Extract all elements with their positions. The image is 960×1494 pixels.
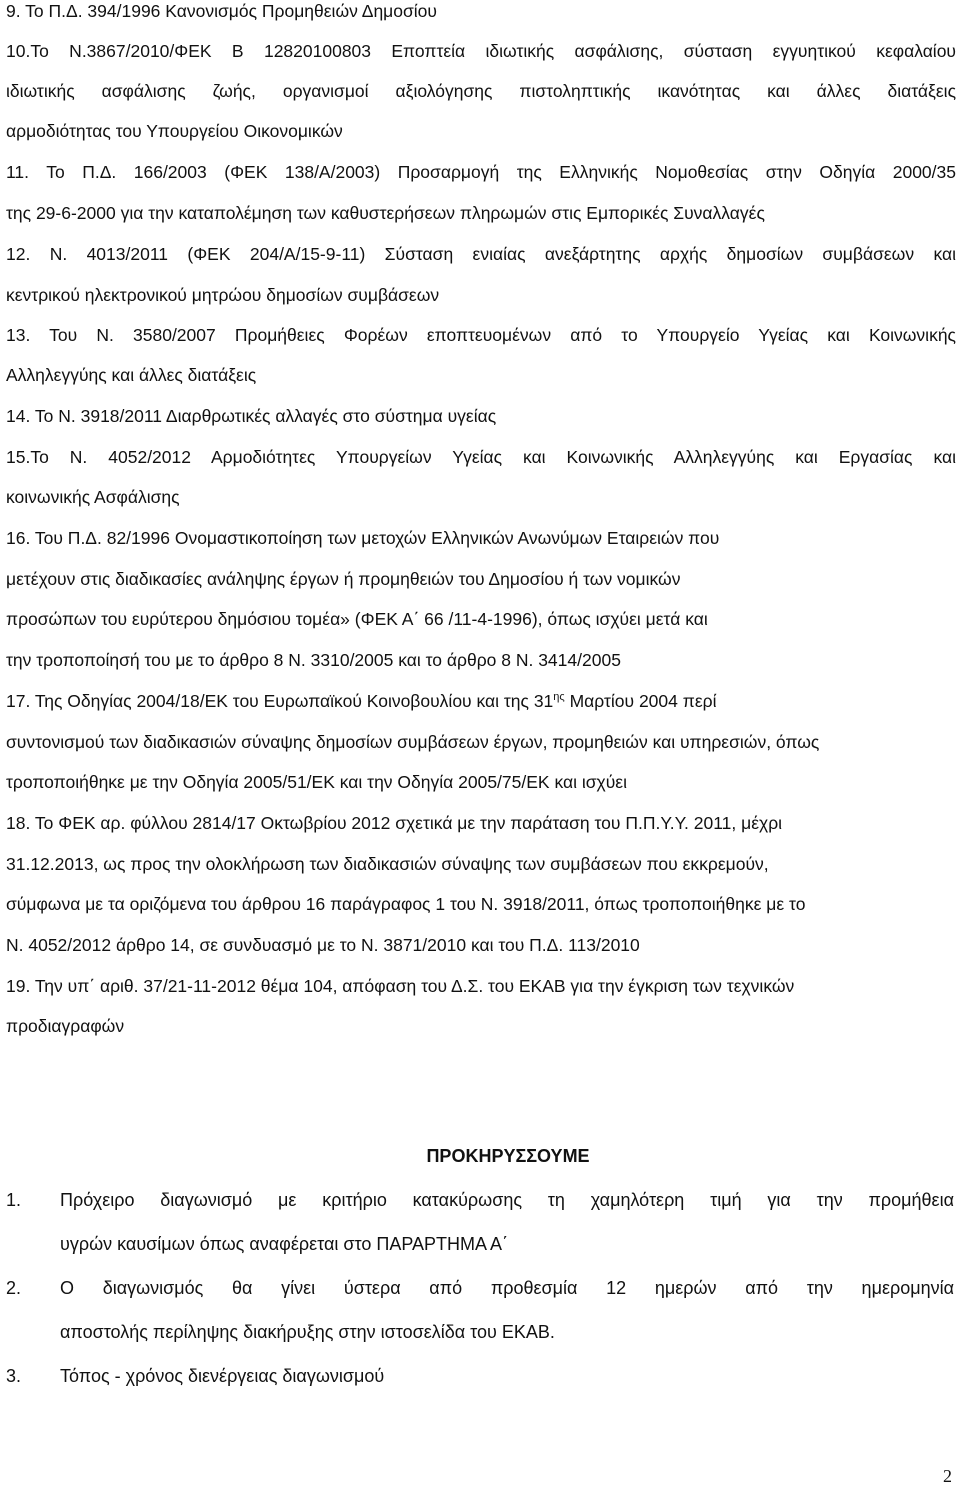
- item-2-line-2: αποστολής περίληψης διακήρυξης στην ιστοσελίδα του ΕΚΑΒ.: [60, 1322, 555, 1342]
- page-number: 2: [943, 1466, 952, 1486]
- ordinal-superscript: ης: [553, 691, 565, 703]
- item-3-line-1: Τόπος - χρόνος διενέργειας διαγωνισμού: [60, 1366, 385, 1386]
- list-item-9: 9. Το Π.Δ. 394/1996 Κανονισμός Προμηθειών Δημοσίου: [6, 1, 437, 21]
- list-item-18-line-1: 18. Το ΦΕΚ αρ. φύλλου 2814/17 Οκτωβρίου 2012 σχετικά με την παράταση του Π.Π.Υ.Υ. 2011, μέχρι: [6, 813, 783, 833]
- item-1-line-2: υγρών καυσίμων όπως αναφέρεται στο ΠΑΡΑΡΤΗΜΑ Α΄: [60, 1234, 509, 1254]
- list-item-17-text-a: 17. Της Οδηγίας 2004/18/ΕΚ του Ευρωπαϊκού Κοινοβουλίου και της 31: [6, 691, 554, 711]
- item-2-line-1: Ο διαγωνισμός θα γίνει ύστερα από προθεσμία 12 ημερών από την ημερομηνία: [60, 1278, 954, 1298]
- list-item-16-line-3: προσώπων του ευρύτερου δημόσιου τομέα» (ΦΕΚ Α΄ 66 /11-4-1996), όπως ισχύει μετά και: [6, 609, 708, 629]
- list-item-10-line-2: ιδιωτικής ασφάλισης ζωής, οργανισμοί αξιολόγησης πιστοληπτικής ικανότητας και άλλες διατάξεις: [6, 81, 956, 101]
- list-item-11-line-2: της 29-6-2000 για την καταπολέμηση των καθυστερήσεων πληρωμών στις Εμπορικές Συναλλαγές: [6, 203, 765, 223]
- list-item-11-line-1: 11. Το Π.Δ. 166/2003 (ΦΕΚ 138/Α/2003) Προσαρμογή της Ελληνικής Νομοθεσίας στην Οδηγία 2000/35: [6, 162, 956, 182]
- list-item-10-line-3: αρμοδιότητας του Υπουργείου Οικονομικών: [6, 121, 343, 141]
- item-3-number: 3.: [6, 1366, 22, 1386]
- item-1-number: 1.: [6, 1190, 22, 1210]
- list-item-17-line-3: τροποποιήθηκε με την Οδηγία 2005/51/ΕΚ και την Οδηγία 2005/75/ΕΚ και ισχύει: [6, 772, 627, 792]
- list-item-13-line-1: 13. Του Ν. 3580/2007 Προμήθειες Φορέων εποπτευομένων από το Υπουργείο Υγείας και Κοινωνικής: [6, 325, 956, 345]
- list-item-18-line-4: Ν. 4052/2012 άρθρο 14, σε συνδυασμό με το Ν. 3871/2010 και του Π.Δ. 113/2010: [6, 935, 640, 955]
- item-1-line-1: Πρόχειρο διαγωνισμό με κριτήριο κατακύρωσης τη χαμηλότερη τιμή για την προμήθεια: [60, 1190, 954, 1210]
- list-item-19-line-1: 19. Την υπ΄ αριθ. 37/21-11-2012 θέμα 104, απόφαση του Δ.Σ. του ΕΚΑΒ για την έγκριση των τεχνικών: [6, 976, 795, 996]
- list-item-12-line-1: 12. Ν. 4013/2011 (ΦΕΚ 204/Α/15-9-11) Σύσταση ενιαίας ανεξάρτητης αρχής δημοσίων συμβάσεων και: [6, 244, 956, 264]
- list-item-16-line-1: 16. Του Π.Δ. 82/1996 Ονομαστικοποίηση των μετοχών Ελληνικών Ανωνύμων Εταιρειών που: [6, 528, 720, 548]
- list-item-15-line-2: κοινωνικής Ασφάλισης: [6, 487, 180, 507]
- list-item-12-line-2: κεντρικού ηλεκτρονικού μητρώου δημοσίων συμβάσεων: [6, 285, 440, 305]
- list-item-17-line-1: [6, 690, 956, 712]
- list-item-16-line-2: μετέχουν στις διαδικασίες ανάληψης έργων ή προμηθειών του Δημοσίου ή των νομικών: [6, 569, 681, 589]
- list-item-10-line-1: 10.Το Ν.3867/2010/ΦΕΚ Β 12820100803 Εποπτεία ιδιωτικής ασφάλισης, σύσταση εγγυητικού κεφαλαίου: [6, 41, 956, 61]
- list-item-17-line-2: συντονισμού των διαδικασιών σύναψης δημοσίων συμβάσεων έργων, προμηθειών και υπηρεσιών, όπως: [6, 732, 820, 752]
- list-item-13-line-2: Αλληλεγγύης και άλλες διατάξεις: [6, 365, 257, 385]
- list-item-15-line-1: 15.Το Ν. 4052/2012 Αρμοδιότητες Υπουργείων Υγείας και Κοινωνικής Αλληλεγγύης και Εργασίας και: [6, 447, 956, 467]
- list-item-18-line-2: 31.12.2013, ως προς την ολοκλήρωση των διαδικασιών σύναψης των συμβάσεων που εκκρεμούν,: [6, 854, 769, 874]
- item-2-number: 2.: [6, 1278, 22, 1298]
- list-item-16-line-4: την τροποποίησή του με το άρθρο 8 Ν. 3310/2005 και το άρθρο 8 Ν. 3414/2005: [6, 650, 621, 670]
- list-item-18-line-3: σύμφωνα με τα οριζόμενα του άρθρου 16 παράγραφος 1 του Ν. 3918/2011, όπως τροποποιήθηκε με το: [6, 894, 806, 914]
- list-item-14: 14. Το Ν. 3918/2011 Διαρθρωτικές αλλαγές στο σύστημα υγείας: [6, 406, 497, 426]
- list-item-17-text-b: Μαρτίου 2004 περί: [564, 691, 717, 711]
- section-heading: ΠΡΟΚΗΡΥΣΣΟΥΜΕ: [426, 1146, 590, 1166]
- list-item-19-line-2: προδιαγραφών: [6, 1016, 125, 1036]
